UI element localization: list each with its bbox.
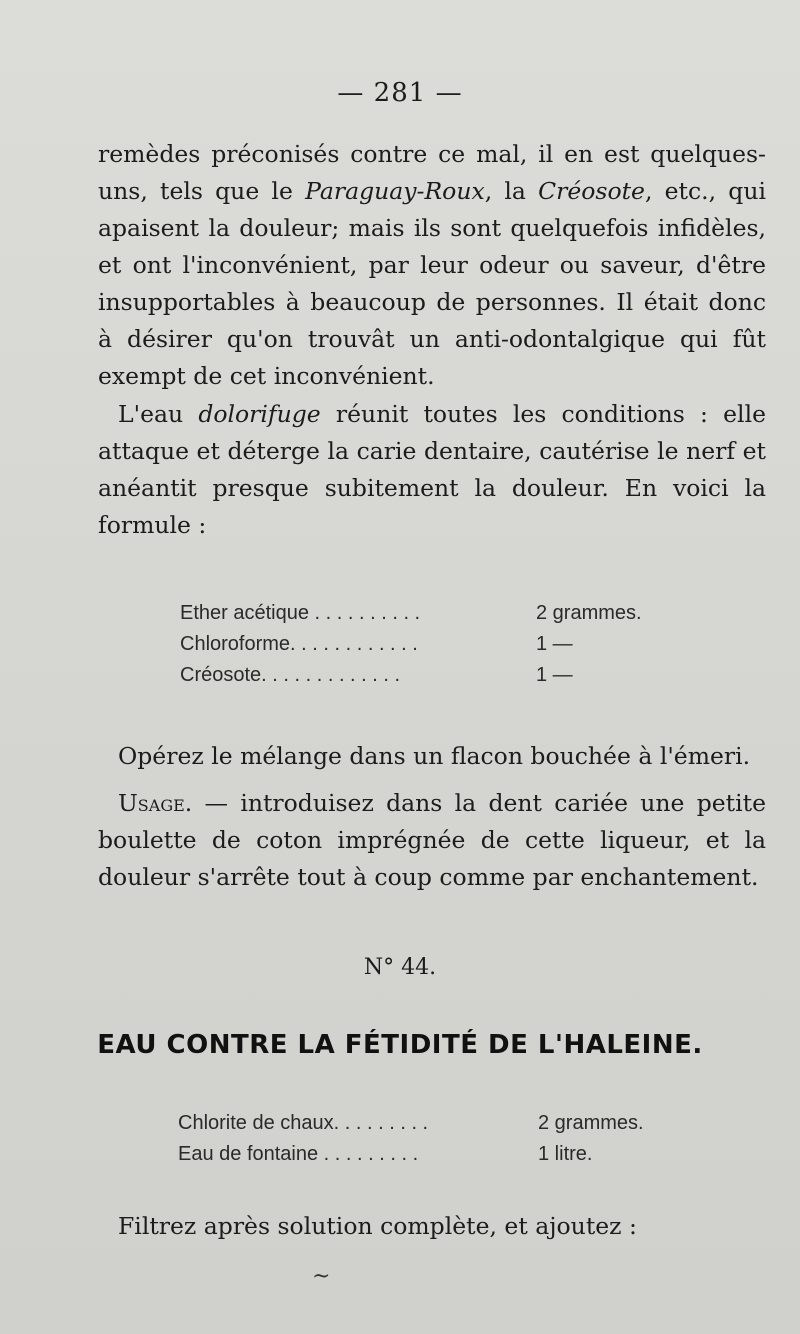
recipe-row — [178, 1143, 698, 1174]
ingredient-quantity: 2 grammes. — [536, 602, 642, 624]
section-title: EAU CONTRE LA FÉTIDITÉ DE L'HALEINE. — [97, 1030, 703, 1060]
recipe-formula-2 — [178, 1112, 698, 1174]
ingredient-name: Chlorite de chaux. . . . . . . . . — [178, 1112, 429, 1134]
paragraph-text: — introduisez dans la dent cariée une petite boulette de coton imprégnée de cette liqueur, et la douleur s'arrête tout à coup comme par enchantement. — [98, 789, 766, 891]
ingredient-quantity: 1 litre. — [538, 1143, 593, 1165]
paragraph-text: , etc., qui apaisent la douleur; mais ils sont quelquefois infidèles, et ont l'inconvénient, par leur odeur ou saveur, d'être insupportables à beaucoup de personnes. Il était donc à désirer qu'on trouvât un anti-odontalgique qui fût exempt de cet inconvénient. — [98, 177, 766, 390]
emphasis-creosote: Créosote — [538, 177, 645, 205]
page-number: — 281 — — [337, 78, 463, 108]
paragraph-text: , la — [484, 177, 539, 205]
paragraph-dolorifuge — [98, 396, 766, 544]
ingredient-name: Ether acétique . . . . . . . . . . — [180, 602, 421, 624]
paragraph-remedies — [98, 136, 766, 395]
ingredient-name: Chloroforme. . . . . . . . . . . . — [180, 633, 418, 655]
ingredient-name: Eau de fontaine . . . . . . . . . — [178, 1143, 419, 1165]
emphasis-dolorifuge: dolorifuge — [198, 400, 321, 428]
catchword-mark: ~ — [312, 1264, 331, 1289]
paragraph-text: remèdes préconisés contre ce mal, il en est quelques-uns, tels que le — [98, 140, 766, 205]
recipe-row — [180, 602, 700, 633]
recipe-row — [180, 664, 700, 695]
recipe-row — [178, 1112, 698, 1143]
recipe-formula — [180, 602, 700, 695]
ingredient-quantity: 1 — — [536, 633, 573, 655]
ingredient-quantity: 2 grammes. — [538, 1112, 644, 1134]
ingredient-quantity: 1 — — [536, 664, 573, 686]
usage-lead: Usage. — [118, 789, 193, 817]
paragraph-mixing: Opérez le mélange dans un flacon bouchée à l'émeri. — [118, 742, 751, 770]
recipe-number: N° 44. — [363, 955, 437, 980]
paragraph-usage — [98, 785, 766, 896]
paragraph-text: réunit toutes les conditions : elle attaque et déterge la carie dentaire, cautérise le nerf et anéantit presque subitement la douleur. En voici la formule : — [98, 400, 766, 539]
ingredient-name: Créosote. . . . . . . . . . . . . — [180, 664, 401, 686]
emphasis-paraguay-roux: Paraguay-Roux — [305, 177, 485, 205]
paragraph-filter: Filtrez après solution complète, et ajoutez : — [118, 1212, 637, 1240]
paragraph-text: L'eau — [118, 400, 199, 428]
recipe-row — [180, 633, 700, 664]
